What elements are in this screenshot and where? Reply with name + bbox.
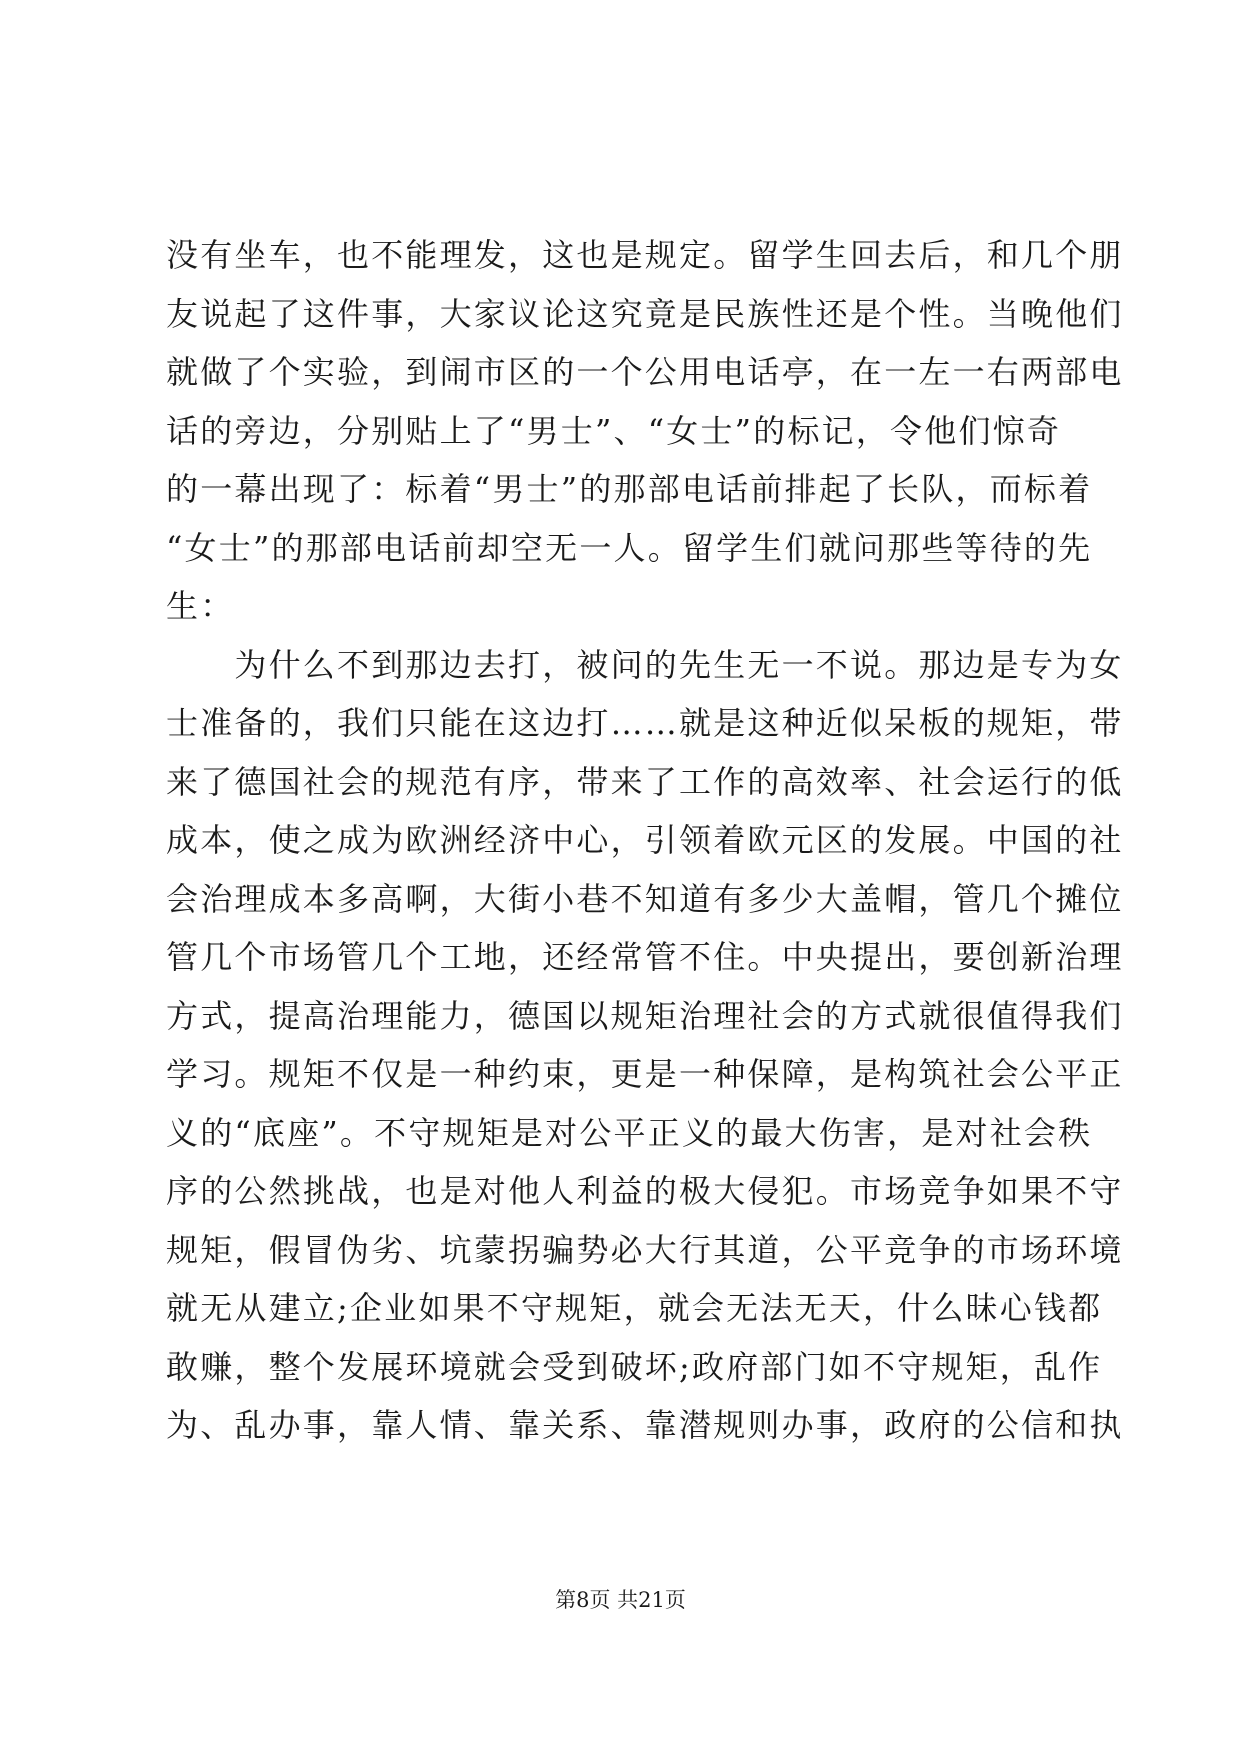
text-line-14: 方式，提高治理能力，德国以规矩治理社会的方式就很值得我们 [166, 996, 1124, 1035]
text-line-15: 学习。规矩不仅是一种约束，更是一种保障，是构筑社会公平正 [166, 1055, 1124, 1093]
text-line-17: 序的公然挑战，也是对他人利益的极大侵犯。市场竞争如果不守 [166, 1172, 1124, 1210]
text-line-3: 就做了个实验，到闹市区的一个公用电话亭，在一左一右两部电 [166, 353, 1124, 391]
text-line-11: 成本，使之成为欧洲经济中心，引领着欧元区的发展。中国的社 [166, 821, 1124, 859]
text-line-6: “女士”的那部电话前却空无一人。留学生们就问那些等待的先 [166, 528, 1093, 567]
body-text [166, 226, 1124, 1455]
text-line-13: 管几个市场管几个工地，还经常管不住。中央提出，要创新治理 [166, 938, 1124, 976]
text-line-5: 的一幕出现了：标着“男士”的那部电话前排起了长队，而标着 [166, 470, 1093, 508]
text-line-2: 友说起了这件事，大家议论这究竟是民族性还是个性。当晚他们 [166, 294, 1124, 333]
text-line-8: 为什么不到那边去打，被问的先生无一不说。那边是专为女 [166, 645, 1124, 684]
text-line-1: 没有坐车，也不能理发，这也是规定。留学生回去后，和几个朋 [166, 236, 1124, 274]
text-line-4: 话的旁边，分别贴上了“男士”、“女士”的标记，令他们惊奇 [166, 411, 1062, 450]
text-line-12: 会治理成本多高啊，大街小巷不知道有多少大盖帽，管几个摊位 [166, 879, 1124, 918]
text-line-20: 敢赚，整个发展环境就会受到破坏;政府部门如不守规矩，乱作 [166, 1347, 1103, 1386]
page-number-label: 第8页 共21页 [555, 1588, 686, 1612]
text-line-9: 士准备的，我们只能在这边打……就是这种近似呆板的规矩，带 [166, 704, 1124, 742]
page-footer [0, 1586, 1241, 1614]
text-line-21: 为、乱办事，靠人情、靠关系、靠潜规则办事，政府的公信和执 [166, 1406, 1124, 1444]
text-line-7: 生： [166, 587, 235, 625]
text-line-16: 义的“底座”。不守规矩是对公平正义的最大伤害，是对社会秩 [166, 1113, 1093, 1152]
text-line-10: 来了德国社会的规范有序，带来了工作的高效率、社会运行的低 [166, 762, 1124, 801]
text-line-19: 就无从建立;企业如果不守规矩，就会无法无天，什么昧心钱都 [166, 1289, 1103, 1327]
text-line-18: 规矩，假冒伪劣、坑蒙拐骗势必大行其道，公平竞争的市场环境 [166, 1230, 1124, 1269]
